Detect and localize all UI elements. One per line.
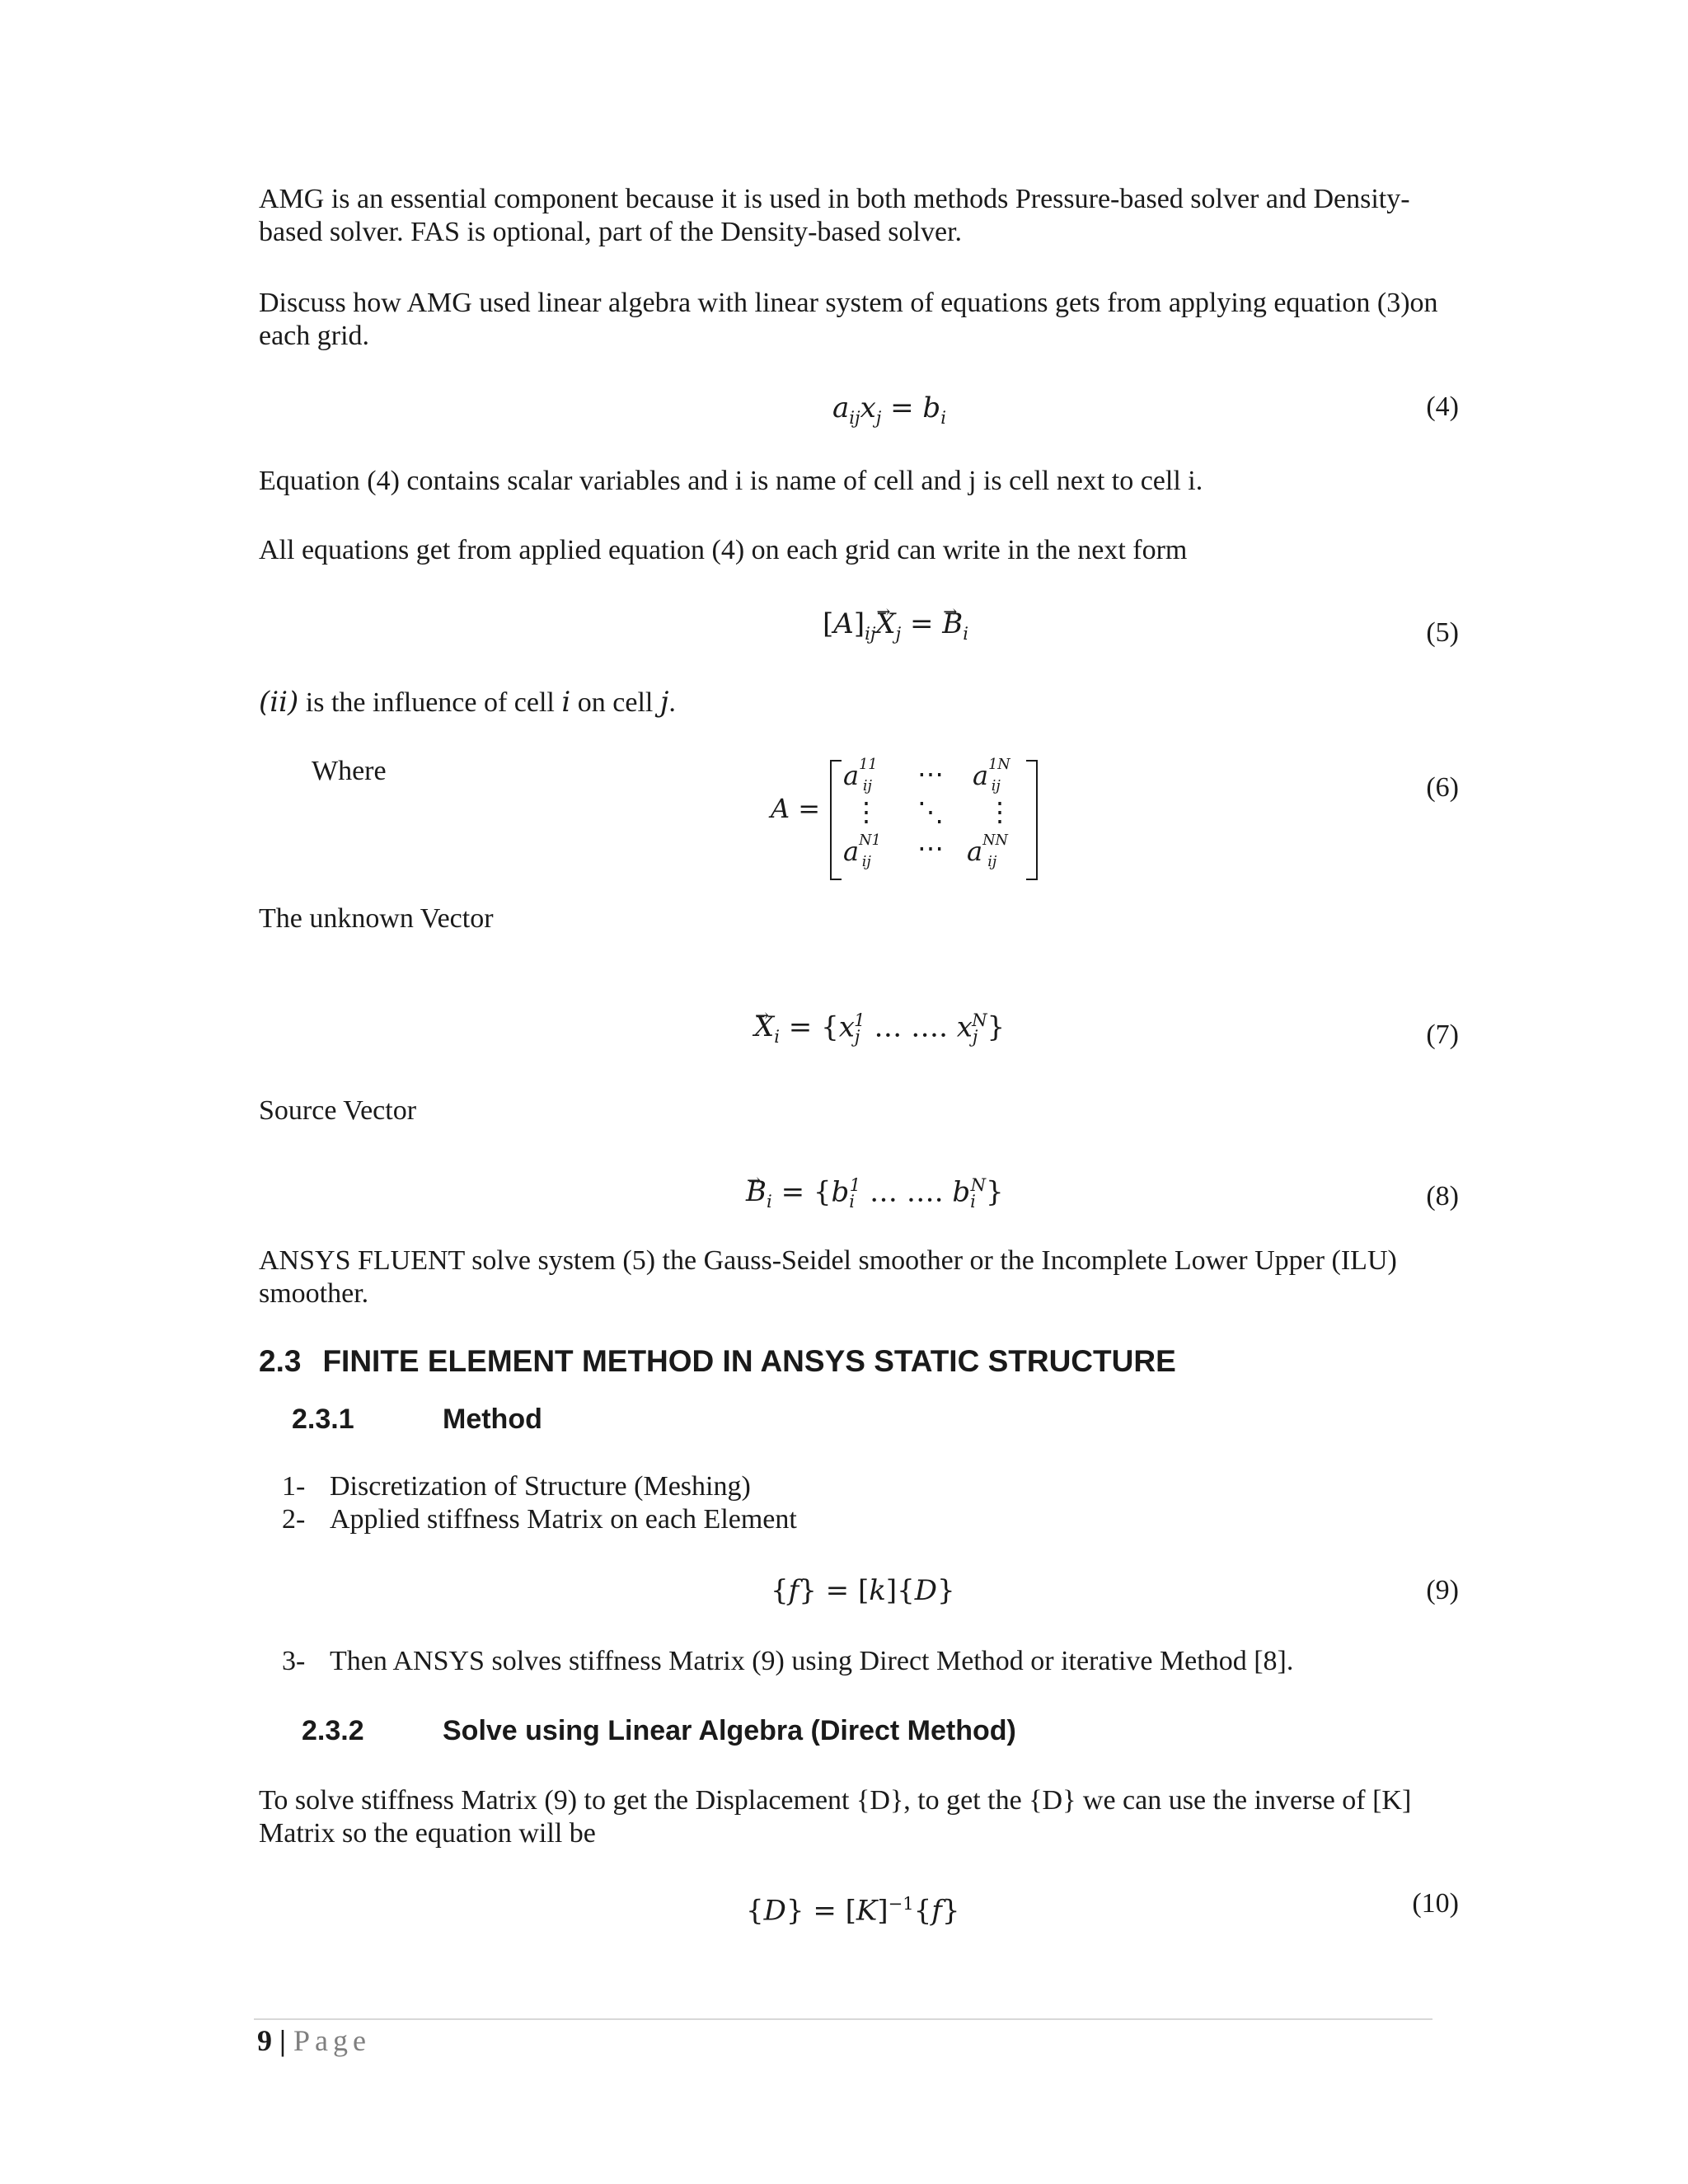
equation-number-5: (5) <box>1426 617 1459 648</box>
heading-2-3-1-number: 2.3.1 <box>292 1404 354 1435</box>
equation-7: $X \to_i = \{x_j^1$ … …. $x_j^N$} <box>754 1004 1005 1053</box>
paragraph-amg-discuss: Discuss how AMG used linear algebra with linear system of equations gets from applying equation (3)on each grid. <box>259 288 1438 351</box>
paragraph-where: Where <box>312 756 387 786</box>
paragraph-ansys-fluent: ANSYS FLUENT solve system (5) the Gauss-Seidel smoother or the Incomplete Lower Upper (ILU) smoother. <box>259 1245 1397 1309</box>
list-item: 3- Then ANSYS solves stiffness Matrix (9) using Direct Method or iterative Method [8]. <box>282 1646 1294 1676</box>
equation-number-10: (10) <box>1412 1888 1459 1919</box>
heading-2-3-1-title: Method <box>443 1404 542 1435</box>
equation-9: {f} = [k]{D} <box>771 1574 955 1607</box>
paragraph-influence: (ii) is the influence of cell i on cell j. <box>259 686 676 719</box>
equation-number-6: (6) <box>1426 772 1459 803</box>
equation-4: $a_{ij}x_j = b_i$ <box>832 391 946 428</box>
footer-divider <box>254 2018 1432 2020</box>
matrix-a: A = $a^{11}_{ij}$ ⋯ $a^{1N}_{ij}$ ⋮ ⋱ ⋮ $a^{N1}_{ij}$ ⋯ $a^{NN}_{ij}$ <box>771 750 1043 874</box>
heading-2-3-2-title: Solve using Linear Algebra (Direct Method) <box>443 1715 1016 1746</box>
equation-number-7: (7) <box>1426 1019 1459 1050</box>
paragraph-all-equations: All equations get from applied equation (4) on each grid can write in the next form <box>259 535 1188 565</box>
page-number: 9 <box>257 2024 272 2057</box>
list-item: 1- Discretization of Structure (Meshing) <box>282 1471 751 1502</box>
equation-5: $[A]_{ij}X \to_j = B \to_i$ <box>823 607 968 650</box>
equation-number-8: (8) <box>1426 1181 1459 1212</box>
footer-page-label: Page <box>293 2024 371 2057</box>
page-footer <box>257 2022 371 2059</box>
paragraph-solve-stiffness: To solve stiffness Matrix (9) to get the Displacement {D}, to get the {D} we can use the inverse of [K] Matrix so the equation will be <box>259 1785 1412 1849</box>
heading-2-3-2-number: 2.3.2 <box>302 1715 364 1746</box>
equation-8: $B \to_i = \{b_i^1$ … …. $b_i^N$} <box>746 1169 1004 1218</box>
paragraph-amg-intro: AMG is an essential component because it is used in both methods Pressure-based solver and Density-based solver. FAS is optional, part of the Density-based solver. <box>259 184 1410 247</box>
footer-separator: | <box>279 2024 286 2057</box>
list-item: 2- Applied stiffness Matrix on each Element <box>282 1504 797 1535</box>
heading-2-3: 2.3 FINITE ELEMENT METHOD IN ANSYS STATIC STRUCTURE <box>259 1344 1176 1378</box>
equation-number-9: (9) <box>1426 1575 1459 1605</box>
paragraph-unknown-vector: The unknown Vector <box>259 903 494 934</box>
paragraph-source-vector: Source Vector <box>259 1095 417 1126</box>
equation-number-4: (4) <box>1426 391 1459 422</box>
equation-10: $\{D\} = [K]^{-1}\{f\}$ <box>746 1893 960 1928</box>
paragraph-equation-4-desc: Equation (4) contains scalar variables and i is name of cell and j is cell next to cell i. <box>259 466 1203 496</box>
